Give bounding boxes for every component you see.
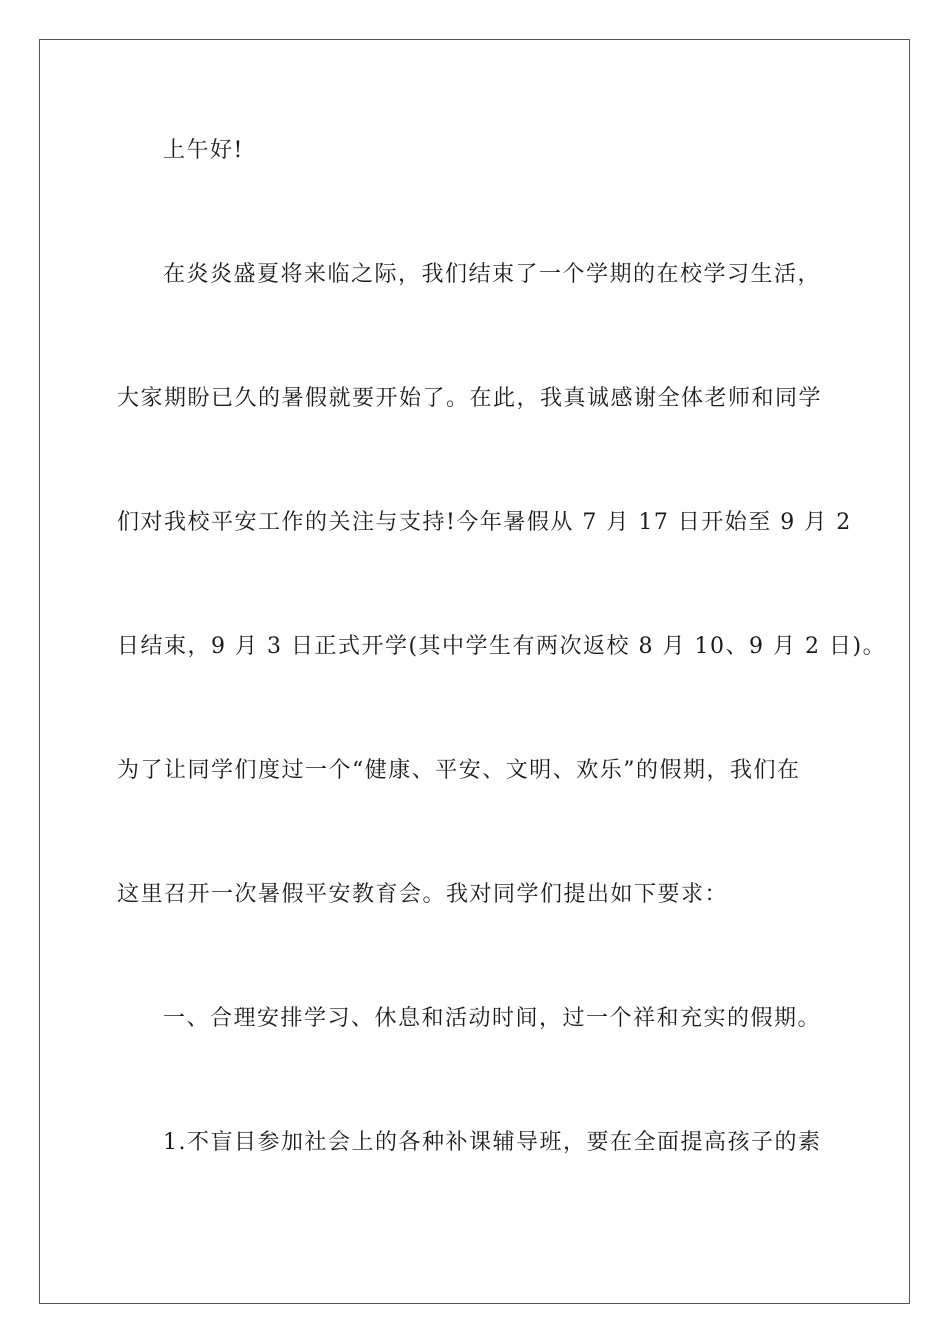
paragraph-line-5: 为了让同学们度过一个“健康、平安、文明、欢乐”的假期，我们在 — [117, 758, 801, 783]
section-heading-1: 一、合理安排学习、休息和活动时间，过一个祥和充实的假期。 — [163, 1006, 822, 1031]
paragraph-line-6: 这里召开一次暑假平安教育会。我对同学们提出如下要求： — [117, 882, 729, 907]
paragraph-line-4: 日结束，9 月 3 日正式开学(其中学生有两次返校 8 月 10、9 月 2 日)。 — [117, 634, 887, 659]
paragraph-line-3: 们对我校平安工作的关注与支持!今年暑假从 7 月 17 日开始至 9 月 2 — [117, 510, 852, 535]
greeting-line: 上午好! — [163, 138, 244, 163]
paragraph-line-2: 大家期盼已久的暑假就要开始了。在此，我真诚感谢全体老师和同学 — [117, 386, 823, 411]
page-border — [39, 39, 910, 1304]
list-item-1: 1.不盲目参加社会上的各种补课辅导班，要在全面提高孩子的素 — [163, 1130, 822, 1155]
paragraph-line-1: 在炎炎盛夏将来临之际，我们结束了一个学期的在校学习生活， — [163, 262, 822, 287]
